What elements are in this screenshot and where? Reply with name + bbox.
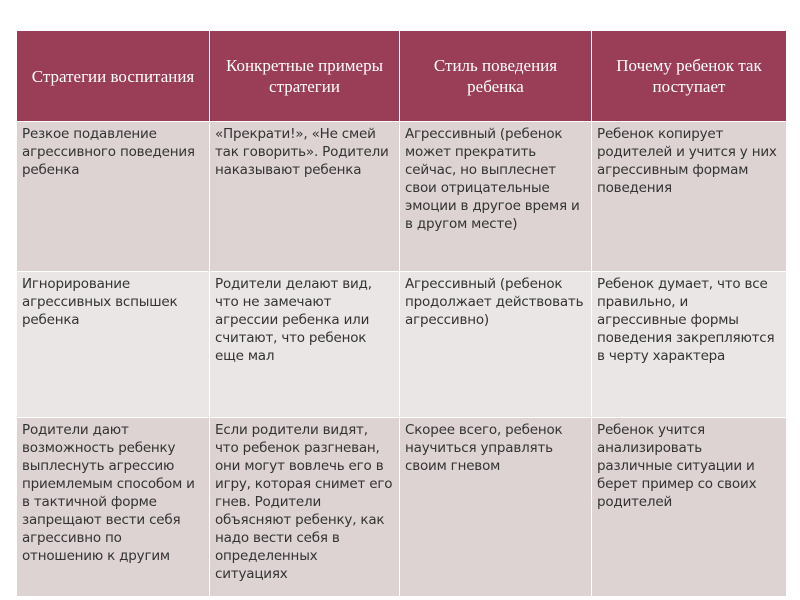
table-row bbox=[17, 418, 787, 597]
table-cell: Родители делают вид, что не замечают агрессии ребенка или считают, что ребенок еще мал bbox=[210, 272, 400, 418]
table-cell: Родители дают возможность ребенку выплеснуть агрессию приемлемым способом и в тактичной форме запрещают вести себя агрессивно по отношению к другим bbox=[17, 418, 210, 597]
table-cell: Игнорирование агрессивных вспышек ребенка bbox=[17, 272, 210, 418]
table-row bbox=[17, 272, 787, 418]
strategies-table-container bbox=[16, 30, 786, 582]
table-cell: Ребенок учится анализировать различные ситуации и берет пример со своих родителей bbox=[592, 418, 787, 597]
table-cell: «Прекрати!», «Не смей так говорить». Родители наказывают ребенка bbox=[210, 122, 400, 272]
header-reason: Почему ребенок так поступает bbox=[592, 31, 787, 122]
table-cell: Ребенок думает, что все правильно, и агрессивные формы поведения закрепляются в черту характера bbox=[592, 272, 787, 418]
table-cell: Резкое подавление агрессивного поведения ребенка bbox=[17, 122, 210, 272]
table-row bbox=[17, 122, 787, 272]
table-cell: Ребенок копирует родителей и учится у них агрессивным формам поведения bbox=[592, 122, 787, 272]
header-examples: Конкретные примеры стратегии bbox=[210, 31, 400, 122]
header-behavior-style: Стиль поведения ребенка bbox=[400, 31, 592, 122]
header-strategies: Стратегии воспитания bbox=[17, 31, 210, 122]
strategies-table bbox=[16, 30, 787, 597]
table-cell: Если родители видят, что ребенок разгневан, они могут вовлечь его в игру, которая снимет его гнев. Родители объясняют ребенку, как надо вести себя в определенных ситуациях bbox=[210, 418, 400, 597]
table-cell: Агрессивный (ребенок продолжает действовать агрессивно) bbox=[400, 272, 592, 418]
table-cell: Агрессивный (ребенок может прекратить сейчас, но выплеснет свои отрицательные эмоции в другое время и в другом месте) bbox=[400, 122, 592, 272]
table-cell: Скорее всего, ребенок научиться управлять своим гневом bbox=[400, 418, 592, 597]
table-header-row bbox=[17, 31, 787, 122]
